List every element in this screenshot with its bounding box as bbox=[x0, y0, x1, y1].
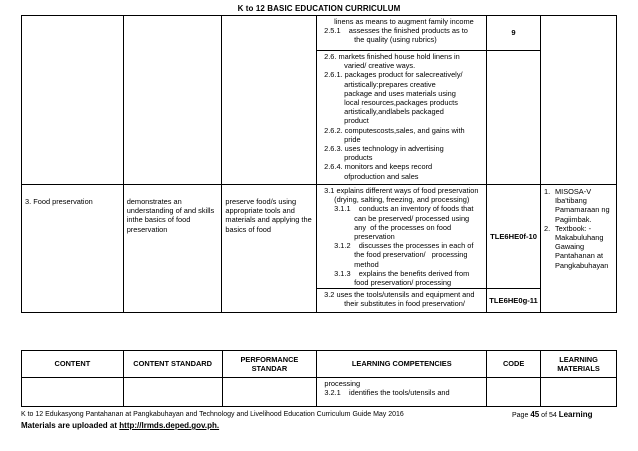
competency-cell bbox=[317, 16, 487, 51]
list-number: 1. bbox=[543, 187, 551, 196]
list-item bbox=[544, 187, 613, 224]
competency-line: artistically,andlabels packaged bbox=[344, 107, 444, 117]
page-prefix: Page bbox=[512, 412, 529, 419]
document-title: K to 12 BASIC EDUCATION CURRICULUM bbox=[237, 4, 401, 13]
content-cell bbox=[22, 378, 124, 407]
competency-line: any of the processes on food bbox=[354, 222, 452, 232]
code-cell: TLE6HE0g-11 bbox=[487, 289, 541, 313]
code-cell bbox=[487, 378, 541, 407]
code-cell bbox=[487, 51, 541, 185]
competency-line: method bbox=[354, 259, 379, 269]
header-code: CODE bbox=[487, 351, 541, 378]
table-row bbox=[22, 16, 617, 51]
material-text: Textbook: -Makabuluhang Gawaing Pantahanan at Pangkabuhayan bbox=[554, 223, 609, 270]
content-standard-cell: demonstrates an understanding of and skills inthe basics of food preservation bbox=[123, 185, 222, 313]
footer-guide-title: K to 12 Edukasyong Pantahanan at Pangkabuhayan and Technology and Livelihood Education Curriculum Guide May 2016 bbox=[21, 411, 404, 418]
materials-note-text: Materials are uploaded at bbox=[21, 421, 118, 430]
competency-line: local resources,packages products bbox=[344, 98, 458, 108]
code-cell: 9 bbox=[487, 16, 541, 51]
competency-line: pride bbox=[344, 134, 361, 144]
competency-line: 3.1 explains different ways of food preservation bbox=[324, 186, 479, 195]
competency-line: 2.6.3. uses technology in advertising bbox=[324, 144, 444, 154]
header-learning-materials: LEARNING MATERIALS bbox=[541, 351, 617, 378]
competency-line: 3.1.2 discusses the processes in each of bbox=[334, 241, 474, 251]
header-content-standard: CONTENT STANDARD bbox=[123, 351, 222, 378]
material-text: MISOSA-V Iba'tibang Pamamaraan ng Pagiimbak. bbox=[554, 187, 610, 224]
curriculum-table bbox=[21, 15, 617, 313]
competency-line: linens as means to augment family income bbox=[334, 17, 474, 26]
content-standard-cell bbox=[123, 378, 222, 407]
competency-cell bbox=[317, 289, 487, 313]
competency-line: (drying, salting, freezing, and processing) bbox=[334, 195, 470, 205]
competency-line: ofproduction and sales bbox=[344, 171, 419, 181]
list-number: 2. bbox=[543, 223, 551, 233]
competency-line: 2.6.1. packages product for salecreatively/ bbox=[324, 70, 463, 80]
performance-standard-cell bbox=[222, 16, 317, 185]
competency-cell bbox=[317, 378, 487, 407]
competency-line: 3.1.3 explains the benefits derived from bbox=[334, 268, 470, 278]
performance-standard-cell: preserve food/s using appropriate tools and materials and applying the basics of food bbox=[222, 185, 317, 313]
competency-line: processing bbox=[324, 379, 361, 388]
competency-line: the quality (using rubrics) bbox=[354, 35, 437, 45]
header-learning-competencies: LEARNING COMPETENCIES bbox=[317, 351, 487, 378]
column-header-table bbox=[21, 350, 617, 407]
competency-line: artistically:prepares creative bbox=[344, 79, 436, 89]
content-cell bbox=[22, 16, 124, 185]
competency-line: varied/ creative ways. bbox=[344, 61, 416, 71]
footer-materials-note bbox=[21, 421, 219, 430]
table-row bbox=[22, 378, 617, 407]
header-row bbox=[22, 351, 617, 378]
competency-line: their substitutes in food preservation/ bbox=[344, 299, 465, 309]
competency-line: the food preservation/ processing bbox=[354, 250, 468, 260]
competency-line: product bbox=[344, 116, 369, 126]
content-cell: 3. Food preservation bbox=[22, 185, 124, 313]
materials-cell bbox=[540, 185, 616, 313]
competency-line: 2.6. markets finished house hold linens in bbox=[324, 52, 460, 61]
competency-line: 3.1.1 conducts an inventory of foods that bbox=[334, 204, 474, 214]
competency-line: can be preserved/ processed using bbox=[354, 213, 470, 223]
materials-cell bbox=[540, 16, 616, 185]
competency-line: 2.6.2. computescosts,sales, and gains with bbox=[324, 125, 465, 135]
table-row bbox=[22, 185, 617, 289]
page-total: of 54 bbox=[541, 412, 557, 419]
competency-line: 3.2.1 identifies the tools/utensils and bbox=[324, 388, 450, 398]
competency-line: products bbox=[344, 153, 373, 163]
header-performance-standard: PERFORMANCE STANDAR bbox=[222, 351, 317, 378]
list-item bbox=[544, 224, 613, 270]
performance-standard-cell bbox=[222, 378, 317, 407]
competency-line: package and uses materials using bbox=[344, 88, 456, 98]
competency-cell bbox=[317, 185, 487, 289]
page-indicator bbox=[512, 410, 592, 419]
learning-word: Learning bbox=[558, 410, 593, 419]
competency-line: preservation bbox=[354, 232, 395, 242]
header-content: CONTENT bbox=[22, 351, 124, 378]
competency-line: 2.6.4. monitors and keeps record bbox=[324, 162, 433, 172]
competency-line: 3.2 uses the tools/utensils and equipment and bbox=[324, 290, 475, 300]
competency-line: 2.5.1 assesses the finished products as to bbox=[324, 26, 468, 36]
page-number: 45 bbox=[530, 410, 540, 419]
materials-cell bbox=[541, 378, 617, 407]
competency-line: food preservation/ processing bbox=[354, 278, 452, 288]
lrmds-link[interactable]: http://lrmds.deped.gov.ph. bbox=[119, 421, 220, 430]
code-cell: TLE6HE0f-10 bbox=[487, 185, 541, 289]
content-standard-cell bbox=[123, 16, 222, 185]
competency-cell bbox=[317, 51, 487, 185]
